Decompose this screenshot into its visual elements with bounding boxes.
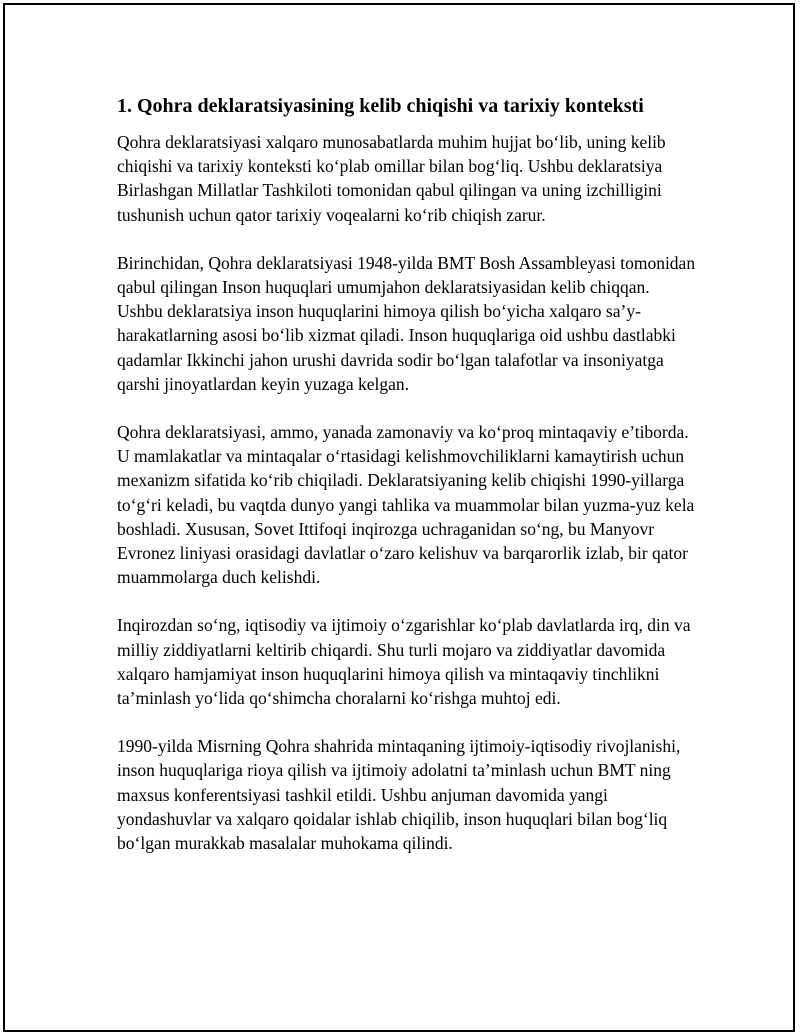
paragraph-4: Inqirozdan so‘ng, iqtisodiy va ijtimoiy o‘zgarishlar ko‘plab davlatlarda irq, din va milliy ziddiyatlarni keltirib chiqardi. Shu turli mojaro va ziddiyatlar davomida xalqaro hamjamiyat inson huquqlarini himoya qilish va mintaqaviy tinchlikni ta’minlash yo‘lida qo‘shimcha choralarni ko‘rishga muhtoj edi. [117, 615, 691, 709]
paragraph-2: Birinchidan, Qohra deklaratsiyasi 1948-yilda BMT Bosh Assambleyasi tomonidan qabul qilingan Inson huquqlari umumjahon deklaratsiyasidan kelib chiqqan. Ushbu deklaratsiya inson huquqlarini himoya qilish bo‘yicha xalqaro sa’y-harakatlarning asosi bo‘lib xizmat qiladi. Inson huquqlariga oid ushbu dastlabki qadamlar Ikkinchi jahon urushi davrida sodir bo‘lgan talafotlar va insoniyatga qarshi jinoyatlardan keyin yuzaga kelgan. [117, 252, 696, 394]
paragraph-1: Qohra deklaratsiyasi xalqaro munosabatlarda muhim hujjat bo‘lib, uning kelib chiqishi va tarixiy konteksti ko‘plab omillar bilan bog‘liq. Ushbu deklaratsiya Birlashgan Millatlar Tashkiloti tomonidan qabul qilingan va uning izchilligini tushunish uchun qator tarixiy voqealarni ko‘rib chiqish zarur. [117, 132, 666, 225]
paragraph-5: 1990-yilda Misrning Qohra shahrida mintaqaning ijtimoiy-iqtisodiy rivojlanishi, inson huquqlariga rioya qilish va ijtimoiy adolatni ta’minlash uchun BMT ning maxsus konferentsiyasi tashkil etildi. Ushbu anjuman davomida yangi yondashuvlar va xalqaro qoidalar ishlab chiqilib, inson huquqlari bilan bog‘liq bo‘lgan murakkab masalalar muhokama qilindi. [117, 736, 681, 854]
paragraph-3: Qohra deklaratsiyasi, ammo, yanada zamonaviy va ko‘proq mintaqaviy e’tiborda. U mamlakatlar va mintaqalar o‘rtasidagi kelishmovchiliklarni kamaytirish uchun mexanizm sifatida ko‘rib chiqiladi. Deklaratsiyaning kelib chiqishi 1990-yillarga to‘g‘ri keladi, bu vaqtda dunyo yangi tahlika va muammolar bilan yuzma-yuz kela boshladi. Xususan, Sovet Ittifoqi inqirozga uchraganidan so‘ng, bu Manyovr Evronez liniyasi orasidagi davlatlar o‘zaro kelishuv va barqarorlik izlab, bir qator muammolarga duch kelishdi. [117, 422, 695, 588]
document-body [117, 92, 697, 879]
section-heading: 1. Qohra deklaratsiyasining kelib chiqishi va tarixiy konteksti [117, 95, 644, 117]
